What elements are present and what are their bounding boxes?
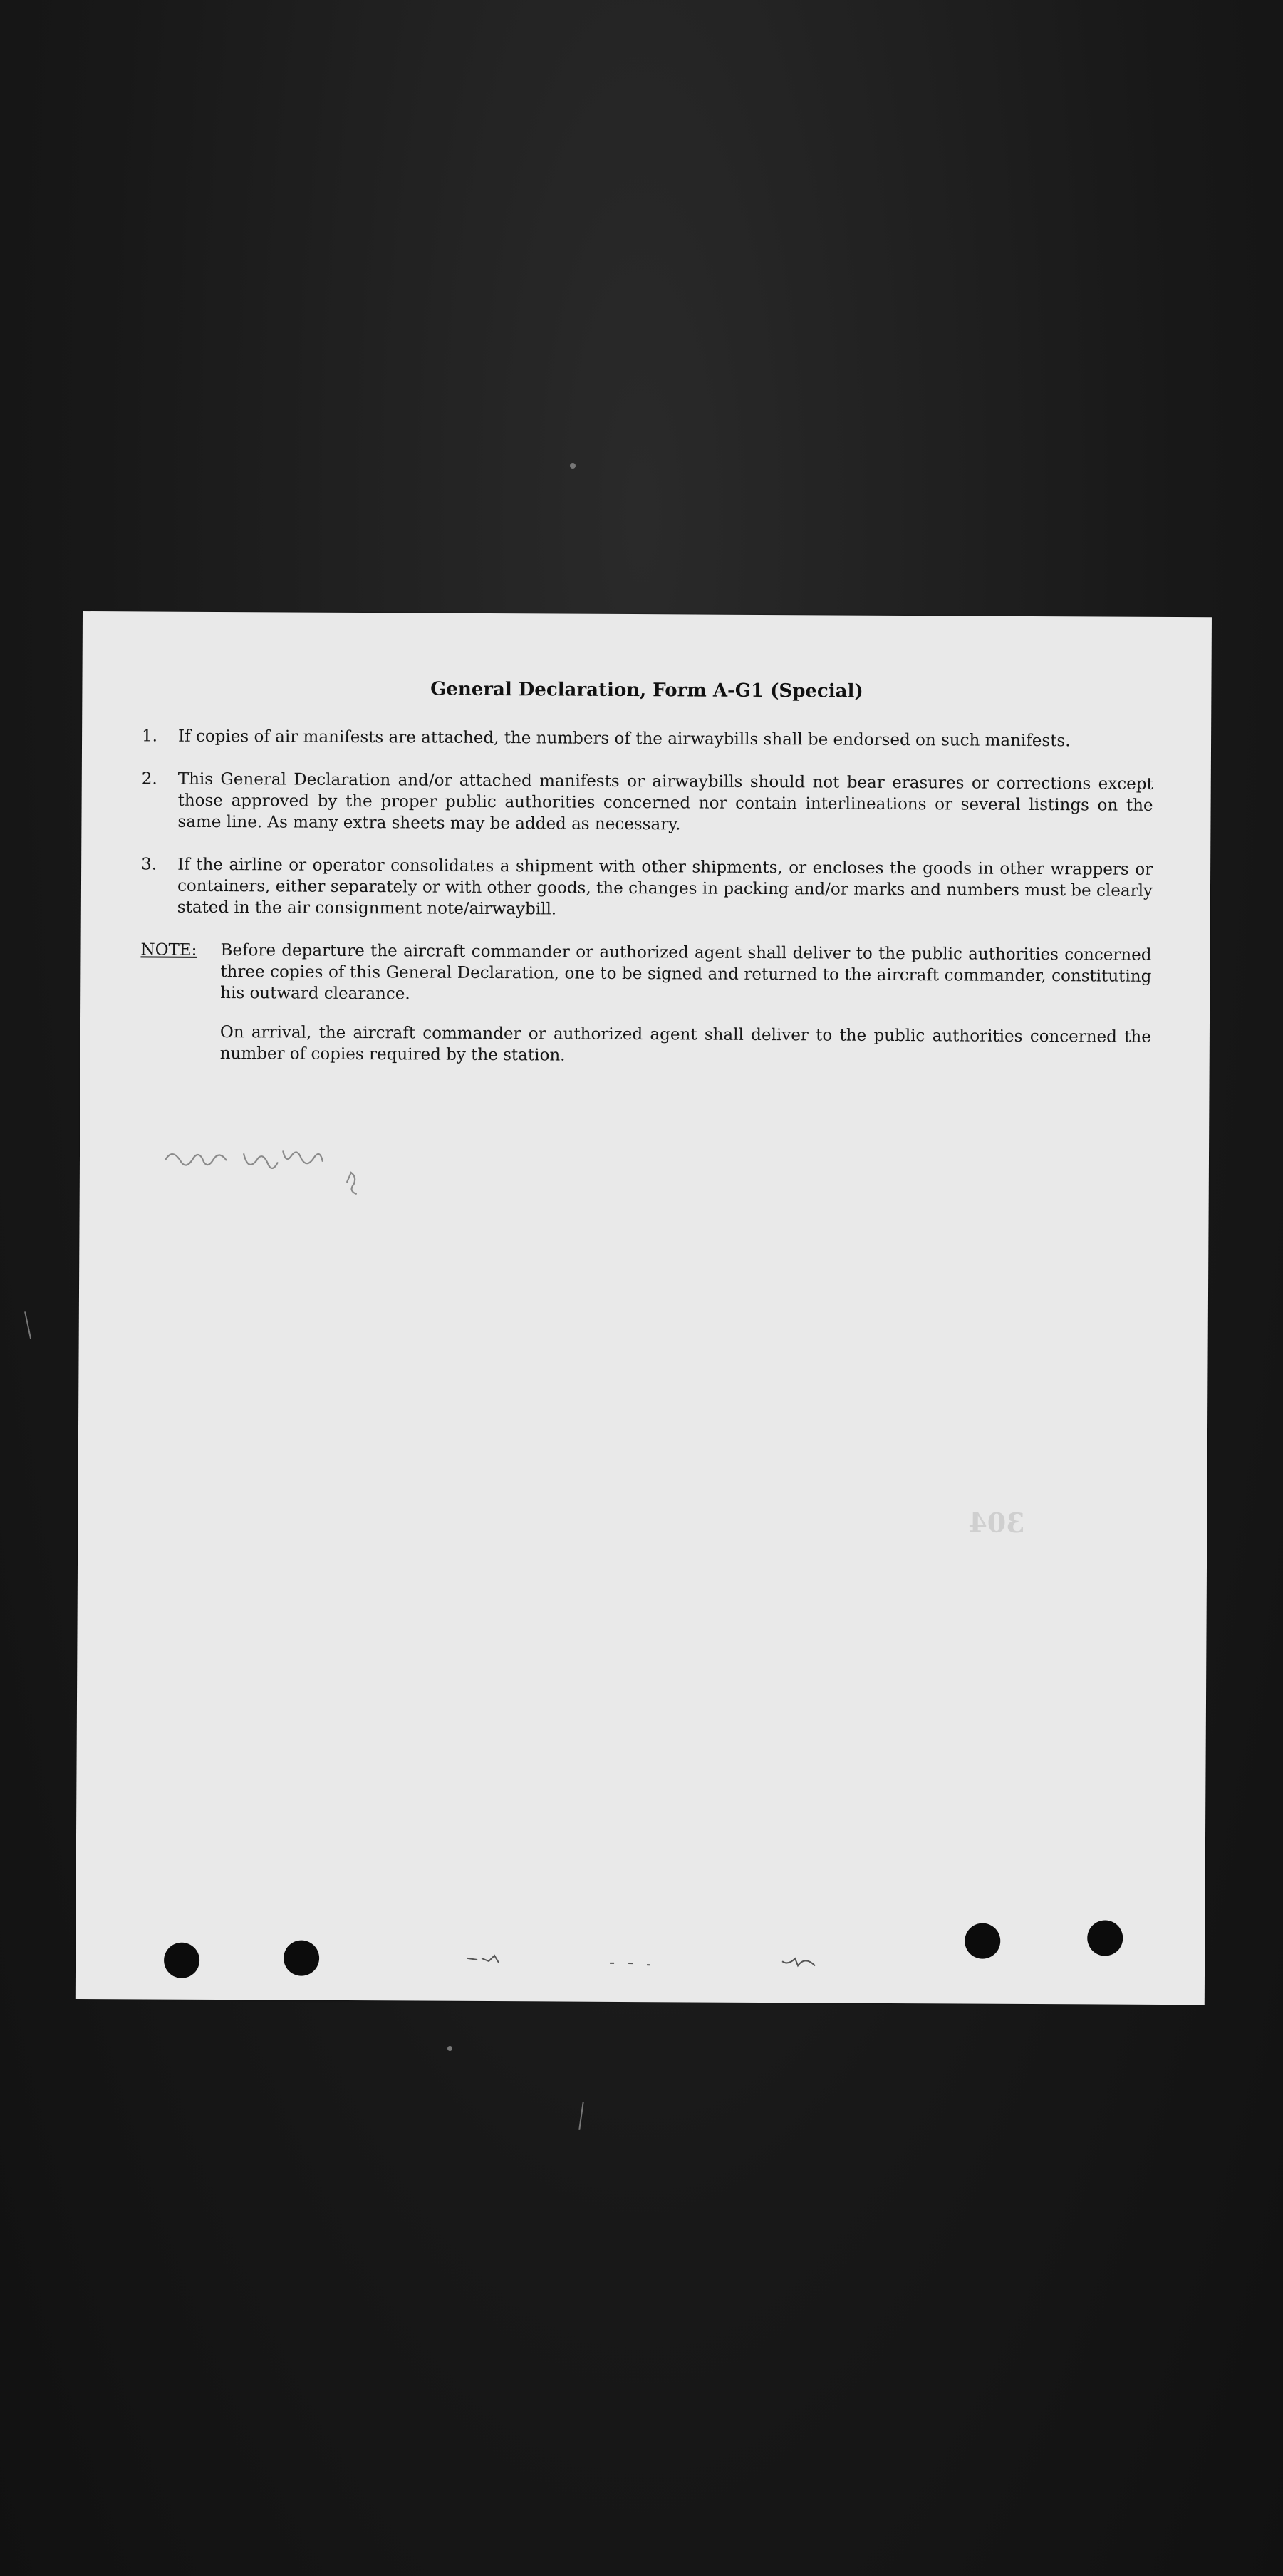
item-number: 2. [141,769,157,789]
note-label: NOTE: [140,940,197,960]
item-text: This General Declaration and/or attached manifests or airwaybills should not bear erasures or corrections except those approved by the proper public authorities concerned nor contain interlineations or several listings on the same line. As many extra sheets may be added as necessary. [177,769,1153,834]
item-number: 3. [141,855,157,874]
punch-hole [164,1943,199,1978]
bottom-ink-marks [460,1944,959,1975]
arrival-text: On arrival, the aircraft commander or authorized agent shall deliver to the public authorities concerned the number of copies required by the station. [219,1023,1151,1065]
item-text: If the airline or operator consolidates a shipment with other shipments, or encloses the goods in other wrappers or containers, either separately or with other goods, the changes in packing and/or marks and numbers must be clearly stated in the air consignment note/airwaybill. [177,855,1153,919]
note-text: Before departure the aircraft commander or authorized agent shall deliver to the public authorities concerned three copies of this General Declaration, one to be signed and returned to the aircraft commander, constituting his outward clearance. [220,941,1152,1004]
instruction-item-2 [141,768,1153,837]
dust-speck [447,2046,452,2051]
item-text: If copies of air manifests are attached, the numbers of the airwaybills shall be endorsed on such manifests. [178,727,1071,751]
bleed-through-number: 304 [968,1506,1025,1539]
form-title: General Declaration, Form A-G1 (Special) [430,678,863,702]
punch-hole [965,1923,1000,1959]
form-sheet [76,611,1212,2005]
instruction-item-1 [142,725,1153,752]
dust-speck [570,463,576,469]
punch-hole [1087,1920,1123,1956]
punch-hole [284,1941,319,1976]
instruction-item-3 [141,853,1153,923]
item-number: 1. [142,727,158,746]
handwritten-scribble [162,1139,433,1219]
